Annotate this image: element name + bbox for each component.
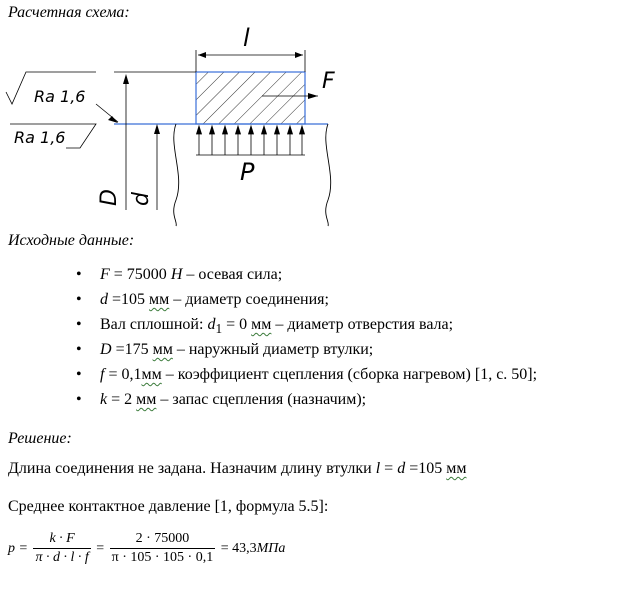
formula-fraction-2: $\frac{2 \cdot 75000}{\pi \cdot 105 \cdot 105 \cdot 0,1}$ (111, 531, 214, 565)
list-item: • f = 0,1мм – коэффициент сцепления (сборка нагревом) [1, с. 50]; (72, 362, 537, 387)
label-D: D (97, 189, 122, 206)
pressure-arrows (196, 126, 305, 155)
formula-unit: МПа (256, 540, 286, 556)
formula-fraction-1: $\frac{k \cdot F}{\pi \cdot d \cdot l \cdot f}$ (35, 531, 89, 565)
pressure-formula: p = $\frac{k \cdot F}{\pi \cdot d \cdot l \cdot f}$ = $\frac{2 \cdot 75000}{\pi \cdot 105 \cdot 105 \cdot 0,1}$ = 43,3МПа (8, 531, 286, 565)
label-P: P (240, 158, 255, 186)
input-heading: Исходные данные: (8, 232, 135, 249)
list-item: • F = 75000 Н – осевая сила; (72, 262, 537, 287)
label-d: d (129, 192, 154, 206)
roughness-label-1: Ra 1,6 (34, 87, 86, 106)
scheme-heading: Расчетная схема: (8, 4, 130, 21)
shaft-break-right (326, 124, 331, 226)
formula-lhs: p = (8, 540, 28, 556)
list-item: • D =175 мм – наружный диаметр втулки; (72, 337, 537, 362)
list-item: • k = 2 мм – запас сцепления (назначим); (72, 387, 537, 412)
label-F: F (322, 69, 335, 94)
solution-heading: Решение: (8, 430, 72, 447)
list-item: • Вал сплошной: $d_1 = 0$ мм – диаметр отверстия вала; (72, 312, 537, 337)
input-data-list (72, 262, 537, 412)
paragraph-length: Длина соединения не задана. Назначим длину втулки l = d =105 мм (8, 460, 467, 477)
roughness-label-2: Ra 1,6 (14, 128, 66, 147)
calculation-scheme-diagram (0, 22, 636, 232)
list-item: • d =105 мм – диаметр соединения; (72, 287, 537, 312)
paragraph-pressure: Среднее контактное давление [1, формула 5.5]: (8, 498, 329, 515)
shaft-break-left (174, 124, 179, 226)
label-l: l (243, 24, 250, 52)
hub-section (196, 72, 305, 124)
